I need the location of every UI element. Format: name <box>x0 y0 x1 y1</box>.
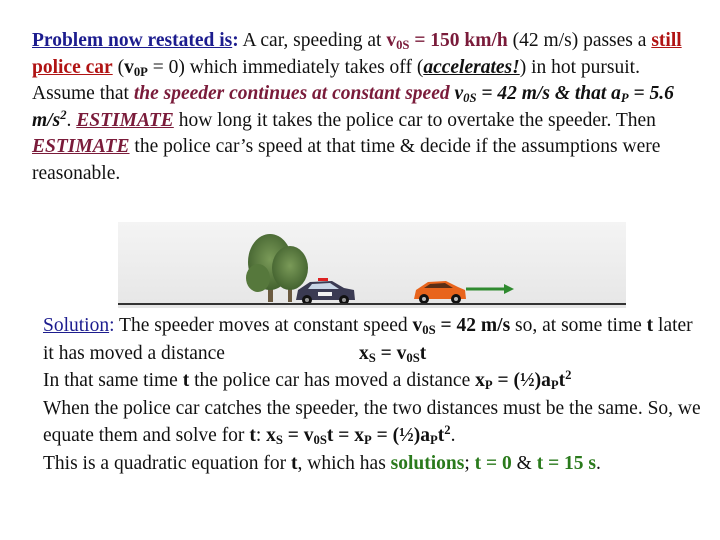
problem-paragraph <box>32 28 692 187</box>
assumption-values: = 42 m/s & that a <box>476 83 621 104</box>
pursuit-scene-image <box>118 222 626 308</box>
problem-text: the police car’s speed at that time & decide if the assumptions were reasonable. <box>32 136 661 184</box>
speed-value: = 42 m/s <box>435 315 511 336</box>
sub-0s: 0S <box>463 91 477 106</box>
solution-text: This is a quadratic equation for <box>43 452 292 474</box>
estimate-text: ESTIMATE <box>76 109 174 131</box>
equals: = <box>375 342 397 364</box>
solution-text: so, at some time <box>510 315 647 336</box>
solution-heading: Solution <box>43 315 110 336</box>
equation-xs <box>359 343 426 364</box>
sup-2: 2 <box>60 107 67 122</box>
var-x: x <box>354 425 365 446</box>
pursuit-illustration <box>118 222 626 308</box>
var-t: t <box>646 315 654 336</box>
sub-0s: 0S <box>313 433 327 448</box>
sub-0s: 0S <box>422 323 436 338</box>
problem-text: how long it takes the police car to overtake the speeder. Then <box>173 109 656 131</box>
equation-equate <box>266 425 450 446</box>
solution-text: . <box>450 425 456 446</box>
var-t: t <box>558 370 566 391</box>
sub-p: P <box>430 433 438 448</box>
solution-text: & <box>511 452 537 474</box>
speed-kmh: = 150 km/h <box>409 30 508 51</box>
solution-colon: : <box>109 315 115 336</box>
sub-0s: 0S <box>406 350 420 365</box>
problem-text: ) in hot pursuit. Assume that <box>32 56 640 104</box>
var-v: v <box>412 315 423 336</box>
solution-text: . <box>596 452 601 474</box>
half-a: = (½)a <box>492 370 551 391</box>
solution-text: , which has <box>297 452 391 474</box>
sub-p: P <box>484 378 493 393</box>
sup-2: 2 <box>565 368 572 383</box>
var-v: v <box>396 342 407 364</box>
assumption-phrase: the speeder continues at constant speed <box>133 83 450 104</box>
solution-text: the police car has moved a distance <box>189 370 476 391</box>
problem-text: = 0) which immediately takes off ( <box>147 56 424 78</box>
var-t: t <box>326 425 334 446</box>
sup-2: 2 <box>444 423 451 438</box>
problem-text: . <box>66 109 77 131</box>
var-t: t <box>182 370 190 391</box>
accel-value: = 5.6 m/s <box>32 83 674 131</box>
solution-text: later it has moved a distance <box>43 315 693 364</box>
solution-text: The speeder moves at constant speed <box>114 315 413 336</box>
var-t: t <box>419 342 427 364</box>
accelerates-text: accelerates! <box>423 56 520 78</box>
solution-text: In that same time <box>43 370 183 391</box>
equals: = <box>333 425 355 446</box>
var-x: x <box>475 370 485 391</box>
still-police-car-text: still police car <box>32 30 682 78</box>
sub-p: P <box>620 91 629 106</box>
var-v: v <box>386 30 397 51</box>
var-t: t <box>249 425 256 446</box>
sub-p: P <box>550 378 559 393</box>
equation-xp <box>475 370 571 391</box>
var-x: x <box>358 342 369 364</box>
sub-s: S <box>368 350 376 365</box>
half-a: = (½)a <box>371 425 430 446</box>
var-v: v <box>124 56 134 78</box>
solution-paragraph <box>43 312 703 477</box>
solution-t15: t = 15 s <box>536 452 597 474</box>
equals: = <box>282 425 304 446</box>
var-v: v <box>303 425 314 446</box>
sub-s: S <box>275 433 283 448</box>
problem-text: (42 m/s) passes a <box>507 30 652 51</box>
sub-p: P <box>364 433 372 448</box>
solution-text: When the police car catches the speeder, the two distances must be the same. So, we equate them and solve for <box>43 397 701 446</box>
problem-heading: Problem now restated is <box>32 30 233 51</box>
solutions-text: solutions <box>390 452 465 474</box>
var-x: x <box>266 425 276 446</box>
problem-colon: : <box>232 30 239 51</box>
estimate-text: ESTIMATE <box>32 136 130 157</box>
problem-text: A car, speeding at <box>238 30 387 51</box>
var-t: t <box>437 425 445 446</box>
solution-text: ; <box>464 452 475 474</box>
var-v: v <box>454 83 464 104</box>
sub-0p: 0P <box>133 64 148 79</box>
var-t: t <box>291 452 298 474</box>
sub-0s: 0S <box>396 38 410 53</box>
solution-text: : <box>255 425 267 446</box>
problem-text: ( <box>112 56 125 78</box>
solution-t0: t = 0 <box>474 452 512 474</box>
